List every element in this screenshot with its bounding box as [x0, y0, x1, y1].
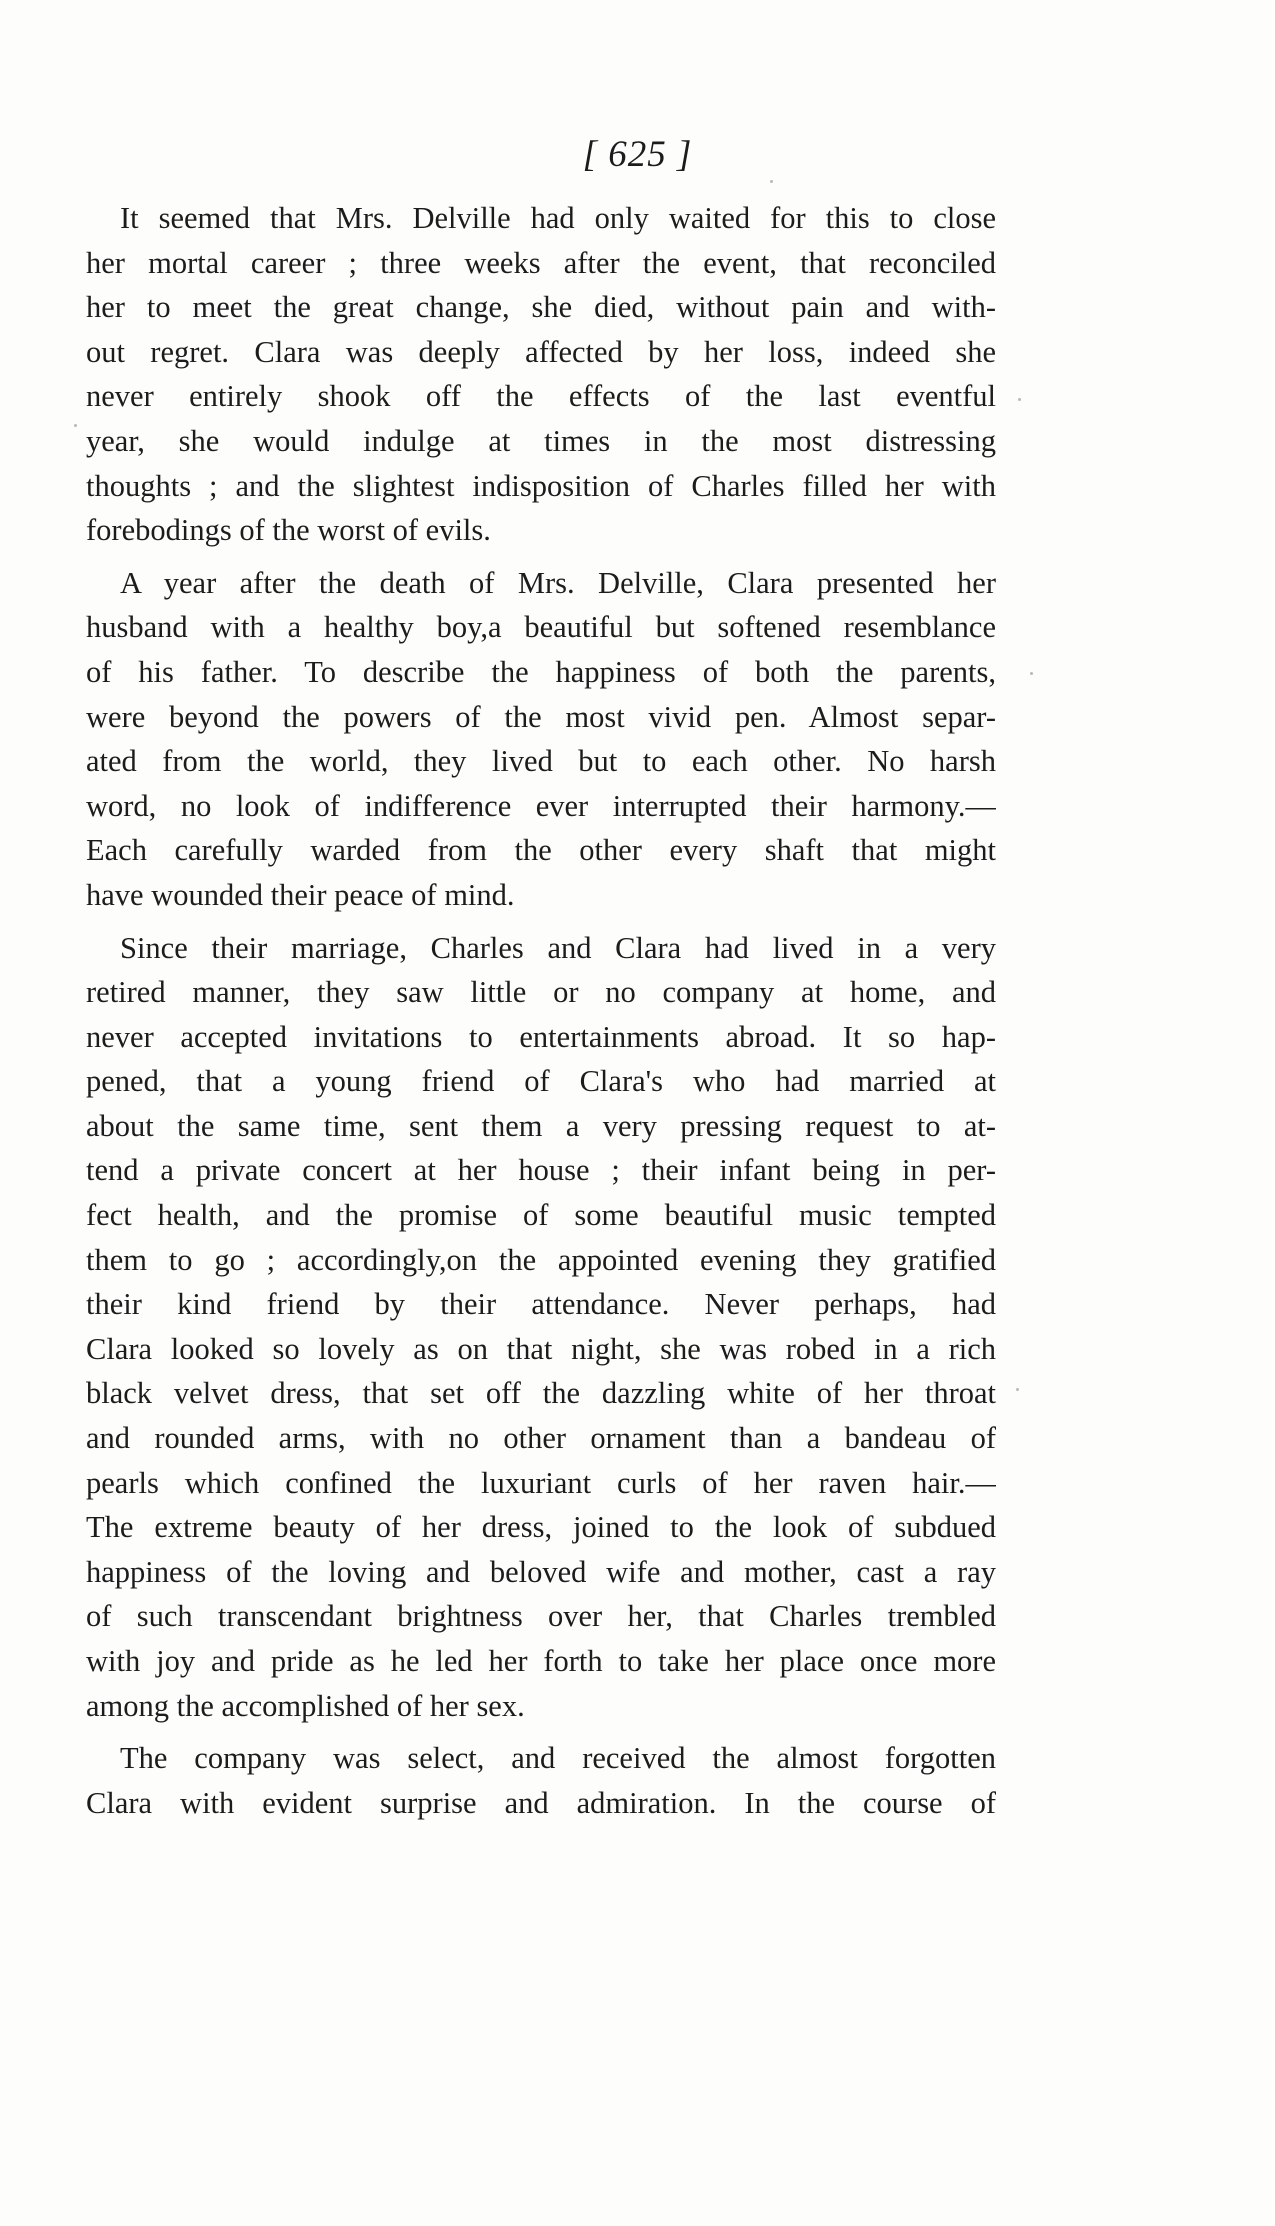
text-line: of such transcendant brightness over her, that Charles trembled	[86, 1599, 996, 1634]
text-line: Clara with evident surprise and admiration. In the course of	[86, 1785, 996, 1820]
scan-speck	[1030, 672, 1033, 675]
text-line: never entirely shook off the effects of the last eventful	[86, 379, 996, 414]
text-line: and rounded arms, with no other ornament than a bandeau of	[86, 1421, 996, 1456]
paragraph-4	[86, 1736, 996, 1825]
scan-speck	[770, 180, 773, 183]
text-line: word, no look of indifference ever interrupted their harmony.—	[86, 788, 996, 823]
text-line: with joy and pride as he led her forth to take her place once more	[86, 1644, 996, 1678]
text-line: of his father. To describe the happiness of both the parents,	[86, 654, 996, 689]
text-line: husband with a healthy boy,a beautiful but softened resemblance	[86, 610, 996, 645]
text-line: her mortal career ; three weeks after the event, that reconciled	[86, 245, 996, 280]
text-line: year, she would indulge at times in the most distressing	[86, 423, 996, 458]
text-line: out regret. Clara was deeply affected by her loss, indeed she	[86, 334, 996, 369]
paragraph-1	[86, 196, 996, 553]
text-line: fect health, and the promise of some beautiful music tempted	[86, 1198, 996, 1233]
text-line: Clara looked so lovely as on that night, she was robed in a rich	[86, 1331, 996, 1366]
text-line: The company was select, and received the almost forgotten	[120, 1741, 996, 1776]
scan-speck	[74, 424, 77, 427]
scan-speck	[1018, 398, 1021, 401]
text-line: were beyond the powers of the most vivid pen. Almost separ-	[86, 699, 996, 734]
text-line: retired manner, they saw little or no company at home, and	[86, 975, 996, 1010]
paragraph-3	[86, 926, 996, 1729]
text-line: black velvet dress, that set off the dazzling white of her throat	[86, 1376, 996, 1411]
text-line: never accepted invitations to entertainments abroad. It so hap-	[86, 1019, 996, 1054]
scan-speck	[1016, 1388, 1019, 1391]
text-line: A year after the death of Mrs. Delville, Clara presented her	[120, 565, 996, 600]
text-line: them to go ; accordingly,on the appointed evening they gratified	[86, 1242, 996, 1277]
text-line: pearls which confined the luxuriant curls of her raven hair.—	[86, 1465, 996, 1500]
text-line: tend a private concert at her house ; their infant being in per-	[86, 1153, 996, 1188]
text-line: Each carefully warded from the other every shaft that might	[86, 833, 996, 868]
text-line: her to meet the great change, she died, without pain and with-	[86, 290, 996, 325]
text-line: ated from the world, they lived but to each other. No harsh	[86, 744, 996, 779]
text-line: have wounded their peace of mind.	[86, 877, 515, 912]
text-line: among the accomplished of her sex.	[86, 1688, 525, 1723]
text-line: forebodings of the worst of evils.	[86, 513, 491, 548]
text-line: The extreme beauty of her dress, joined to the look of subdued	[86, 1510, 996, 1545]
text-line: Since their marriage, Charles and Clara had lived in a very	[120, 930, 996, 965]
text-line: It seemed that Mrs. Delville had only waited for this to close	[120, 201, 996, 235]
text-line: thoughts ; and the slightest indisposition of Charles filled her with	[86, 468, 996, 503]
page-number: [ 625 ]	[582, 134, 693, 175]
text-line: pened, that a young friend of Clara's who had married at	[86, 1064, 996, 1099]
body-text	[86, 196, 996, 1825]
text-line: their kind friend by their attendance. Never perhaps, had	[86, 1287, 996, 1322]
paragraph-2	[86, 561, 996, 918]
text-line: happiness of the loving and beloved wife and mother, cast a ray	[86, 1554, 996, 1589]
text-line: about the same time, sent them a very pressing request to at-	[86, 1108, 996, 1143]
